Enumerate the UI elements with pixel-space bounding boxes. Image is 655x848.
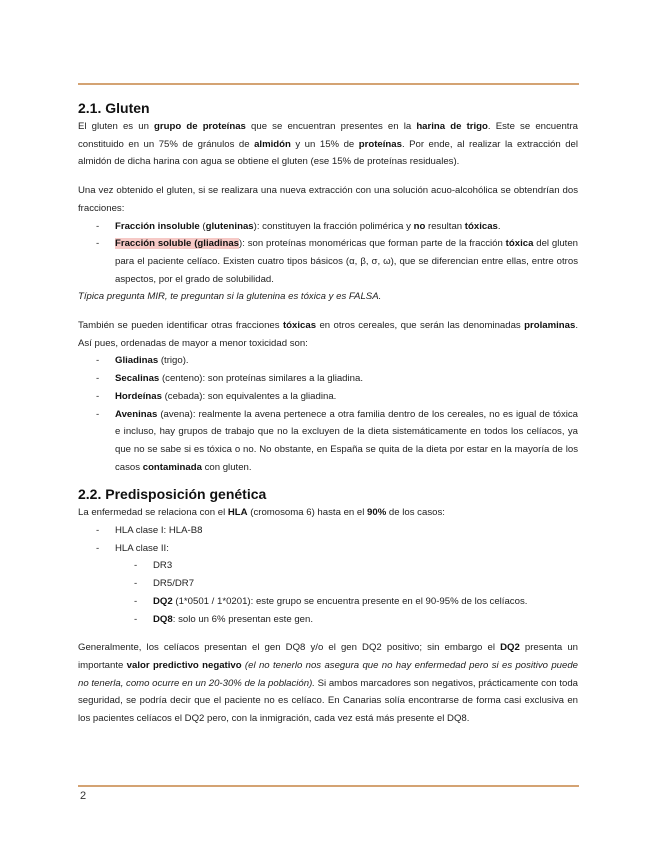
text-run: resultan bbox=[425, 220, 465, 232]
paragraph bbox=[78, 639, 578, 728]
text-run: de los casos: bbox=[386, 507, 445, 519]
fractions-list bbox=[78, 218, 578, 289]
paragraph bbox=[78, 504, 578, 522]
text-run: También se pueden identificar otras fracciones bbox=[78, 320, 283, 332]
bold-text: 90% bbox=[367, 507, 387, 519]
text-run: con gluten. bbox=[201, 461, 252, 473]
header-rule bbox=[78, 83, 579, 85]
text-run: (trigo). bbox=[158, 355, 189, 367]
list-item bbox=[78, 388, 578, 406]
bold-text: DQ2 bbox=[153, 595, 173, 607]
text-run: DR5/DR7 bbox=[153, 578, 195, 590]
bold-text: Gliadinas bbox=[115, 355, 159, 367]
bold-text: no bbox=[413, 220, 426, 232]
text-run: Generalmente, los celíacos presentan el gen DQ8 y/o el gen DQ2 positivo; sin embargo el bbox=[78, 642, 501, 654]
bold-text: DQ2 bbox=[500, 642, 520, 654]
text-run: . bbox=[497, 220, 501, 232]
bold-text: tóxicas bbox=[282, 320, 317, 332]
italic-text: (el no tenerlo nos asegura que no hay enfermedad pero si es positivo puede no tenerla, como ocurre en un 20-30% de la población). bbox=[78, 659, 579, 689]
text-run: en otros cereales, que serán las denominadas bbox=[316, 320, 525, 332]
bold-text: contaminada bbox=[142, 461, 202, 473]
bold-text: tóxica bbox=[505, 238, 534, 250]
bold-text: Secalinas bbox=[115, 373, 160, 385]
list-item bbox=[78, 218, 578, 236]
bold-text: valor predictivo negativo bbox=[126, 659, 242, 671]
list-item bbox=[78, 370, 578, 388]
text-run: (cebada): son equivalentes a la gliadina. bbox=[161, 390, 337, 402]
text-run: La enfermedad se relaciona con el bbox=[78, 507, 228, 519]
text-run: . Por ende, al realizar la extracción del almidón de dicha harina con agua se obtiene el gluten (ese 15% de proteínas residuales). bbox=[78, 138, 578, 168]
bold-text: tóxicas bbox=[464, 220, 498, 232]
footer-rule bbox=[78, 785, 579, 787]
paragraph bbox=[78, 118, 578, 171]
bold-text: harina de trigo bbox=[416, 121, 488, 132]
bold-text: grupo de proteínas bbox=[154, 121, 246, 132]
text-run: del gluten para el paciente celíaco. Existen cuatro tipos básicos (α, β, σ, ω), que se diferencian entre ellas, entre otros aspectos, por el grado de solubilidad. bbox=[115, 238, 579, 285]
bold-text: almidón bbox=[254, 138, 291, 150]
paragraph bbox=[78, 182, 578, 217]
sub-list-item bbox=[78, 593, 578, 611]
text-run: ): constituyen la fracción polimérica y bbox=[253, 220, 414, 232]
text-run: (cromosoma 6) hasta en el bbox=[247, 507, 368, 519]
text-run: (centeno): son proteínas similares a la gliadina. bbox=[159, 373, 363, 385]
text-run: (1*0501 / 1*0201): este grupo se encuentra presente en el 90-95% de los celíacos. bbox=[172, 595, 528, 607]
text-run: ): son proteínas monoméricas que forman parte de la fracción bbox=[239, 238, 506, 250]
text-run: que se encuentran presentes en la bbox=[245, 121, 417, 132]
text-run: ( bbox=[199, 220, 206, 232]
section-heading-predisposicion: 2.2. Predisposición genética bbox=[78, 486, 267, 503]
prolaminas-list bbox=[78, 352, 578, 476]
text-run: Si ambos marcadores son negativos, prácticamente con toda seguridad, se podría decir que el paciente no es celíaco. En Canarias solía encontrarse de forma casi exclusiva en los pacientes celíacos el DQ2 pero, con la inmigración, cada vez está más presente el DQ8. bbox=[78, 677, 578, 725]
hla-list bbox=[78, 522, 578, 628]
text-run: . Este se encuentra constituido en un 75% de gránulos de bbox=[78, 121, 578, 150]
bold-text: proteínas bbox=[358, 138, 402, 150]
text-run: : solo un 6% presentan este gen. bbox=[172, 613, 314, 625]
bold-text: gluteninas bbox=[205, 220, 254, 232]
sub-list-item bbox=[78, 611, 578, 629]
list-item bbox=[78, 235, 578, 288]
text-run: DR3 bbox=[153, 560, 173, 572]
list-item bbox=[78, 406, 578, 477]
bold-text: DQ8 bbox=[153, 613, 173, 625]
text-run: El gluten es un bbox=[78, 121, 155, 132]
text-run: Una vez obtenido el gluten, si se realizara una nueva extracción con una solución acuo-alcohólica se obtendrían dos fracciones: bbox=[78, 185, 578, 214]
text-run: HLA clase I: HLA-B8 bbox=[115, 525, 203, 537]
list-item bbox=[78, 352, 578, 370]
text-run: HLA clase II: bbox=[115, 542, 169, 554]
paragraph bbox=[78, 317, 578, 352]
bold-text: Hordeínas bbox=[115, 390, 162, 402]
text-run: presenta un importante bbox=[78, 642, 578, 671]
bold-text: Aveninas bbox=[115, 408, 158, 420]
italic-text: Típica pregunta MIR, te preguntan si la glutenina es tóxica y es FALSA. bbox=[78, 291, 382, 303]
sub-list-item bbox=[78, 575, 578, 593]
section-heading-gluten: 2.1. Gluten bbox=[78, 100, 150, 116]
text-run: y un 15% de bbox=[290, 138, 359, 150]
document-body bbox=[78, 98, 578, 728]
text-run: . Así pues, ordenadas de mayor a menor toxicidad son: bbox=[78, 320, 579, 349]
highlighted-text: Fracción soluble (gliadinas bbox=[115, 238, 240, 250]
sub-list-item bbox=[78, 557, 578, 575]
list-item bbox=[78, 522, 578, 540]
list-item bbox=[78, 540, 578, 558]
page-number: 2 bbox=[80, 790, 87, 802]
bold-text: Fracción insoluble bbox=[115, 220, 200, 232]
mir-note bbox=[78, 288, 578, 306]
bold-text: prolaminas bbox=[524, 320, 576, 332]
text-run: (avena): realmente la avena pertenece a otra familia dentro de los cereales, no es igual de tóxica e incluso, hay grupos de trabajo que no la excluyen de la dieta sistemáticamente en todos los celíacos, ya que no se sabe si es tóxica o no. No obstante, en España se quita de la dieta por estar en la mayoría de los casos bbox=[115, 408, 578, 473]
bold-text: HLA bbox=[227, 507, 248, 519]
